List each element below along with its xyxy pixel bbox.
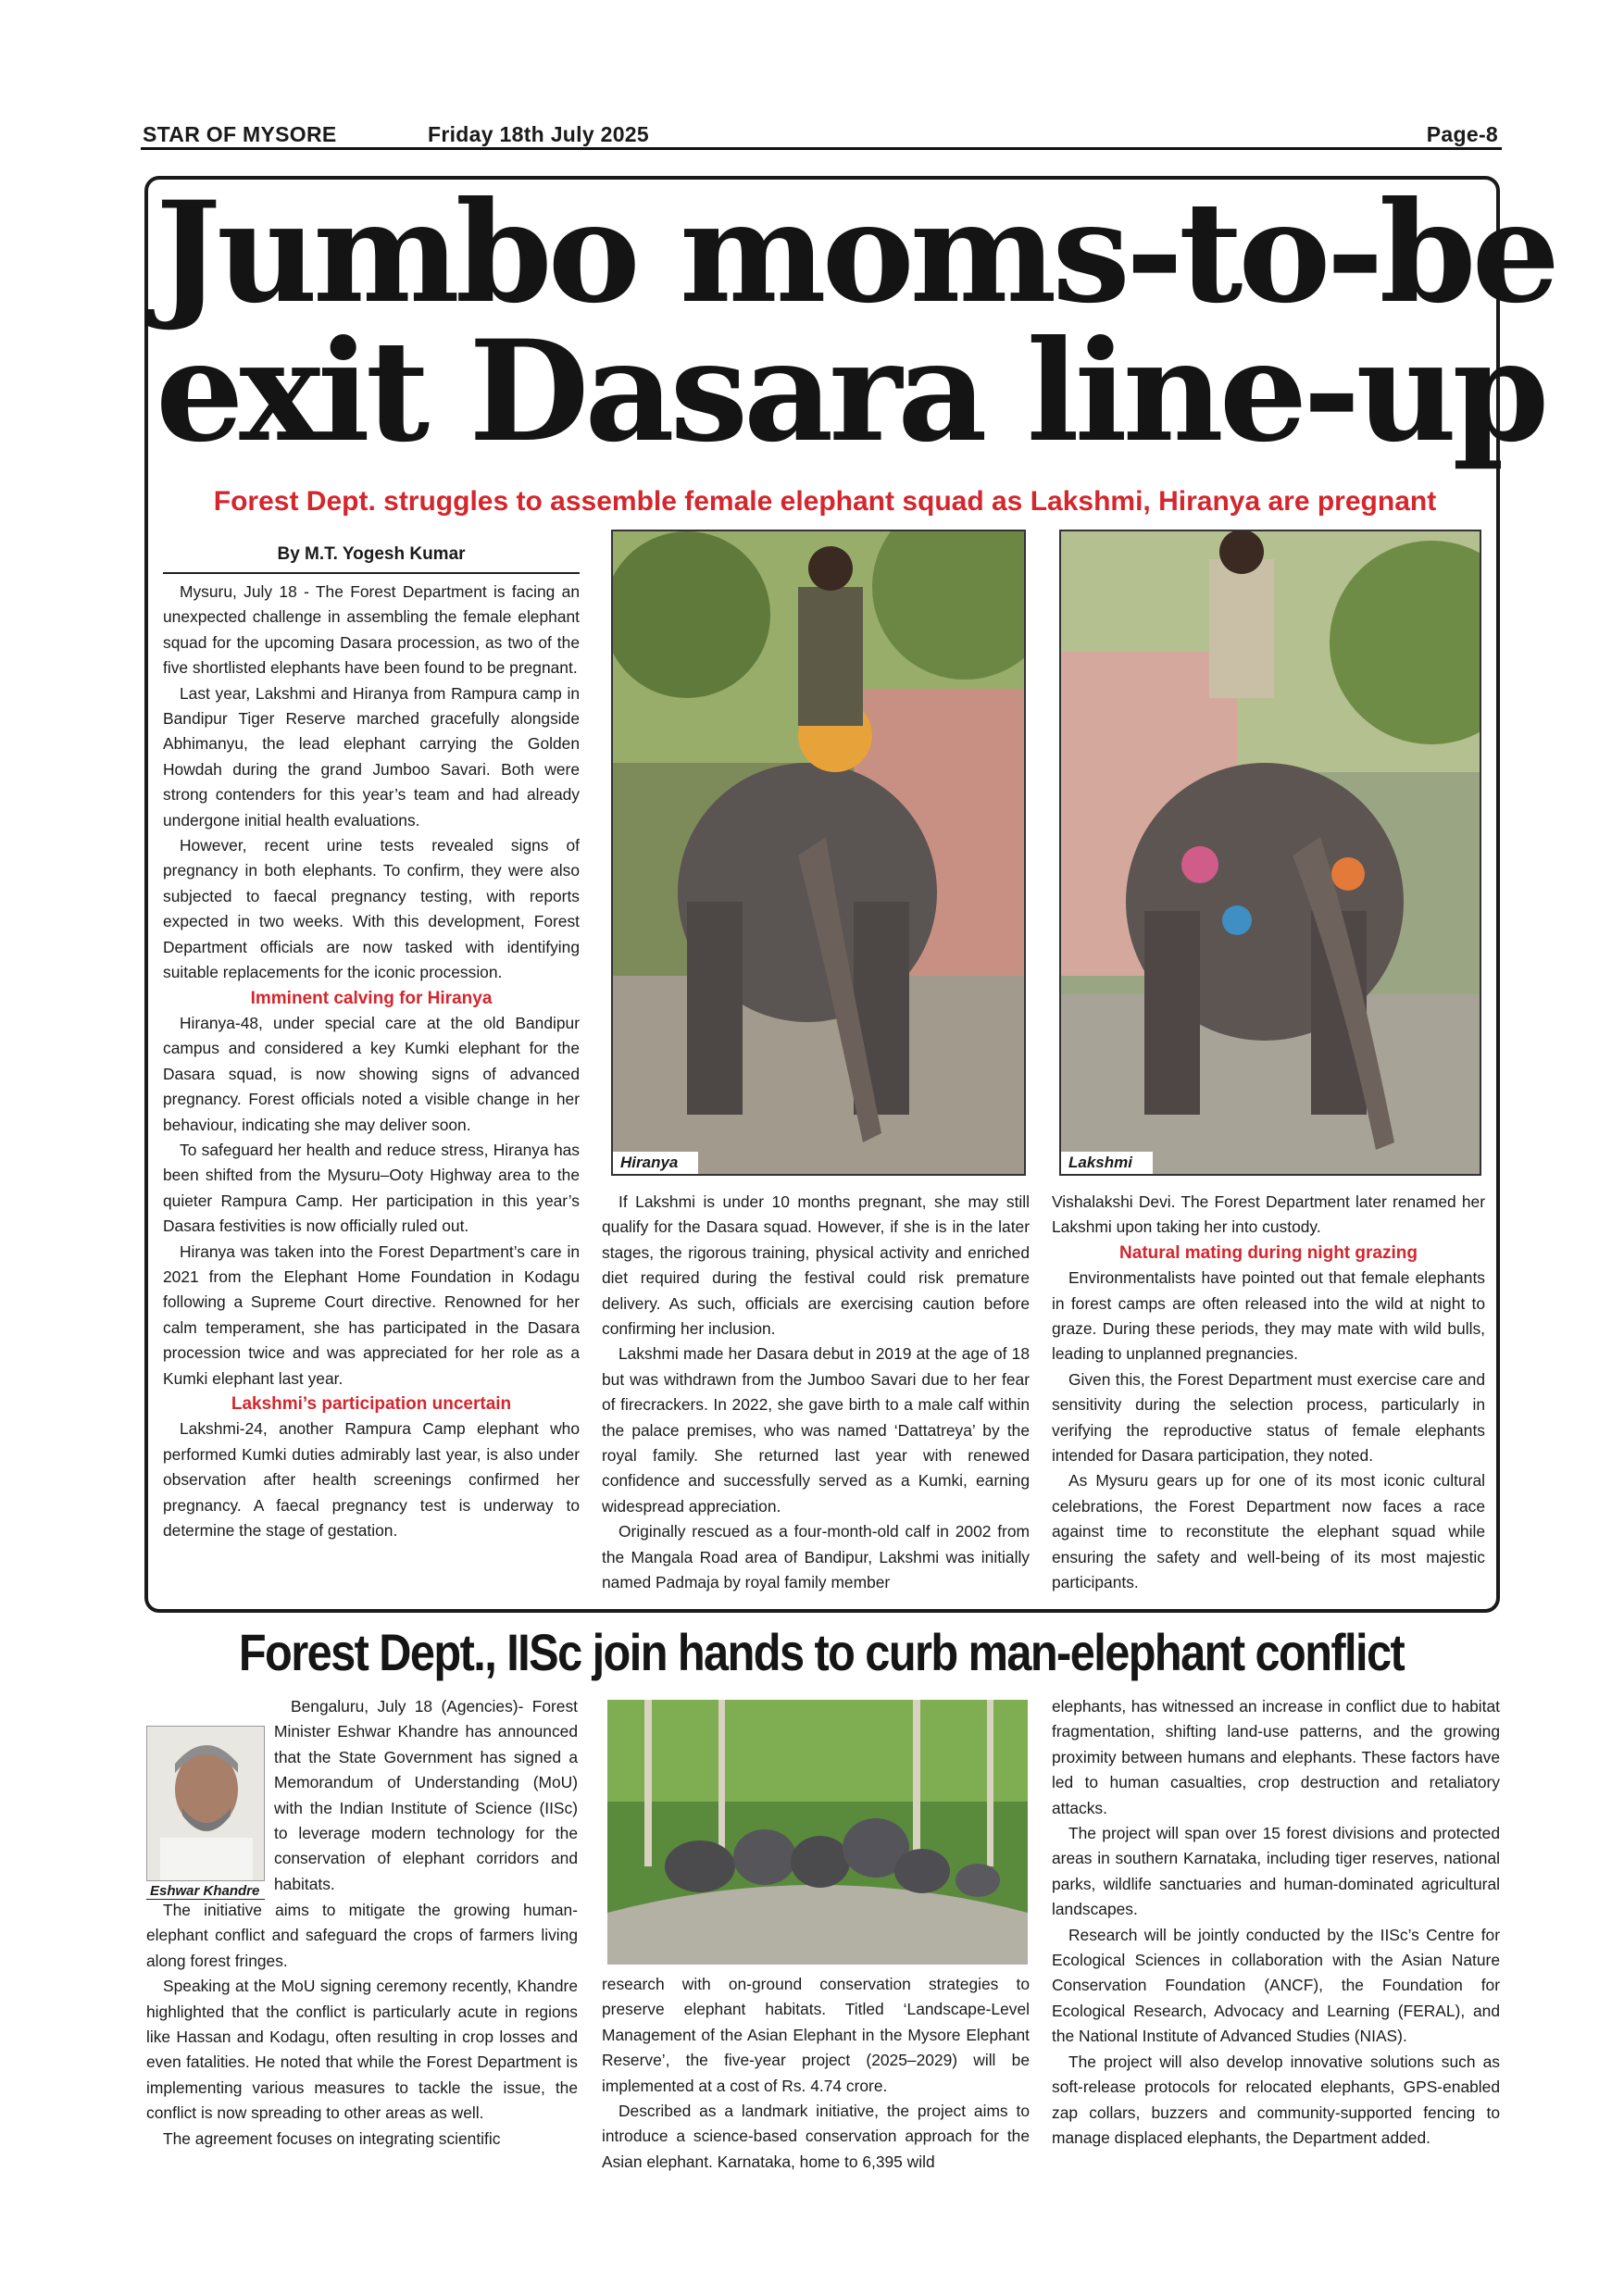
paragraph: Lakshmi made her Dasara debut in 2019 at the age of 18 but was withdrawn from the Jumboo Savari due to her fear of firecrackers. In 2022, she gave birth to a male calf within the palace premises, who was named ‘Dattatreya’ by the royal family. She returned last year with renewed confidence and successfully served as a Kumki, earning widespread appreciation. [602,1344,1030,1516]
subhead: Imminent calving for Hiranya [250,988,493,1008]
byline: By M.T. Yogesh Kumar [163,544,580,574]
elephant-herd-photo [607,1700,1028,1965]
lead-column-3 [1052,1190,1485,1596]
paragraph: Last year, Lakshmi and Hiranya from Rampura camp in Bandipur Tiger Reserve marched gracefully alongside Abhimanyu, the lead elephant carrying the Golden Howdah during the grand Jumboo Savari. Both were strong contenders for this year’s team and had already undergone initial health evaluations. [163,683,580,830]
paragraph: If Lakshmi is under 10 months pregnant, she may still qualify for the Dasara squad. However, if she is in the later stages, the rigorous training, physical activity and enriched diet required during the festival could risk premature delivery. As such, officials are exercising caution before confirming her inclusion. [602,1192,1030,1339]
paragraph: Mysuru, July 18 - The Forest Department is facing an unexpected challenge in assembling the female elephant squad for the upcoming Dasara procession, as two of the five shortlisted elephants have been found to be pregnant. [163,582,580,678]
paragraph: The initiative aims to mitigate the growing human-elephant conflict and safeguard the crops of farmers living along forest fringes. [146,1901,578,1970]
paragraph: However, recent urine tests revealed signs of pregnancy in both elephants. To confirm, they were also subjected to faecal pregnancy testing, with reports expected in two weeks. With this development, Forest Department officials are now tasked with identifying suitable replacements for the iconic procession. [163,836,580,982]
paragraph: elephants, has witnessed an increase in conflict due to habitat fragmentation, shifting land-use patterns, and the growing proximity between humans and elephants. These factors have led to human casualties, crop destruction and retaliatory attacks. [1052,1697,1500,1817]
paragraph: Hiranya-48, under special care at the old Bandipur campus and considered a key Kumki elephant for the Dasara squad, is now showing signs of advanced pregnancy. Forest officials noted a visible change in her behaviour, indicating she may deliver soon. [163,1013,580,1134]
paragraph: research with on-ground conservation strategies to preserve elephant habitats. Titled ‘Landscape-Level Management of the Asian Elephant in the Mysore Elephant Reserve’, the five-year project (2025–2029) will be implemented at a cost of Rs. 4.74 crore. [602,1975,1030,2095]
paragraph: The agreement focuses on integrating scientific [163,2128,501,2148]
second-headline: Forest Dept., IISc join hands to curb man-elephant conflict [238,1623,1405,1681]
page-number: Page-8 [1426,122,1498,146]
second-intro [274,1694,578,1897]
page-header [141,119,1502,150]
paragraph: Hiranya was taken into the Forest Department’s care in 2021 from the Elephant Home Foundation in Kodagu following a Supreme Court directive. Renowned for her calm temperament, she has participated in the Dasara procession twice and was appreciated for her role as a Kumki elephant last year. [163,1242,580,1388]
paragraph: To safeguard her health and reduce stress, Hiranya has been shifted from the Mysuru–Ooty Highway area to the quieter Rampura Camp. Her participation in this year’s Dasara festivities is now officially ruled out. [163,1140,580,1236]
paragraph: Research will be jointly conducted by the IISc’s Centre for Ecological Sciences in collaboration with the Asian Nature Conservation Foundation (ANCF), the Foundation for Ecological Research, Advocacy and Learning (FERAL), and the National Institute of Advanced Studies (NIAS). [1052,1925,1500,2046]
elephant-photo-illustration [1061,531,1481,1176]
lead-headline [156,171,1555,473]
paragraph: The project will span over 15 forest divisions and protected areas in southern Karnataka, including tiger reserves, national parks, wildlife sanctuaries and human-dominated agricultural landscapes. [1052,1824,1500,1919]
second-column-3 [1052,1694,1500,2151]
lead-column-2 [602,1190,1030,1596]
second-column-1 [146,1898,578,2152]
portrait-photo [146,1726,265,1881]
herd-illustration [607,1700,1028,1965]
headline-line-2: exit Dasara line-up [156,310,1545,473]
photo-hiranya [611,530,1026,1176]
headline-line-1: Jumbo moms-to-be [156,171,1555,334]
subhead: Natural mating during night grazing [1119,1242,1418,1263]
paragraph: The project will also develop innovative solutions such as soft-release protocols for relocated elephants, GPS-enabled zap collars, buzzers and community-supported fencing to manage displaced elephants, the Department added. [1052,2052,1500,2147]
portrait-caption: Eshwar Khandre [146,1883,265,1900]
paragraph: Lakshmi-24, another Rampura Camp elephant who performed Kumki duties admirably last year, is also under observation after health screenings confirmed her pregnancy. A faecal pregnancy test is underway to determine the stage of gestation. [163,1419,580,1541]
subhead: Lakshmi’s participation uncertain [231,1394,512,1414]
paragraph: Originally rescued as a four-month-old calf in 2002 from the Mangala Road area of Bandipur, Lakshmi was initially named Padmaja by royal family member [602,1522,1030,1592]
issue-date: Friday 18th July 2025 [428,122,649,146]
paragraph: Speaking at the MoU signing ceremony recently, Khandre highlighted that the conflict is particularly acute in regions like Hassan and Kodagu, often resulting in crop losses and even fatalities. He noted that while the Forest Department is implementing various measures to tackle the issue, the conflict is now spreading to other areas as well. [146,1977,578,2123]
elephant-photo-illustration [613,531,1026,1176]
lead-column-1 [163,580,580,1543]
photo-lakshmi [1059,530,1481,1176]
photo-caption: Hiranya [613,1152,698,1174]
photo-caption: Lakshmi [1061,1152,1153,1174]
paragraph: Given this, the Forest Department must exercise care and sensitivity during the selection process, particularly in verifying the reproductive status of female elephants intended for Dasara participation, they noted. [1052,1369,1485,1466]
paragraph: Described as a landmark initiative, the project aims to introduce a science-based conservation approach for the Asian elephant. Karnataka, home to 6,395 wild [602,2102,1030,2171]
second-column-2 [602,1972,1030,2175]
portrait-illustration [147,1727,265,1881]
paragraph: Bengaluru, July 18 (Agencies)- Forest Minister Eshwar Khandre has announced that the State Government has signed a Memorandum of Understanding (MoU) with the Indian Institute of Science (IISc) to leverage modern technology for the conservation of elephant corridors and habitats. [274,1697,578,1893]
publication-name: STAR OF MYSORE [143,122,337,146]
paragraph: As Mysuru gears up for one of its most iconic cultural celebrations, the Forest Department now faces a race against time to reconstitute the elephant squad while ensuring the safety and well-being of its most majestic participants. [1052,1471,1485,1592]
paragraph: Vishalakshi Devi. The Forest Department later renamed her Lakshmi upon taking her into custody. [1052,1192,1485,1237]
lead-deck: Forest Dept. struggles to assemble female elephant squad as Lakshmi, Hiranya are pregnant [213,486,1437,517]
paragraph: Environmentalists have pointed out that female elephants in forest camps are often released into the wild at night to graze. During these periods, they may mate with wild bulls, leading to unplanned pregnancies. [1052,1268,1485,1364]
